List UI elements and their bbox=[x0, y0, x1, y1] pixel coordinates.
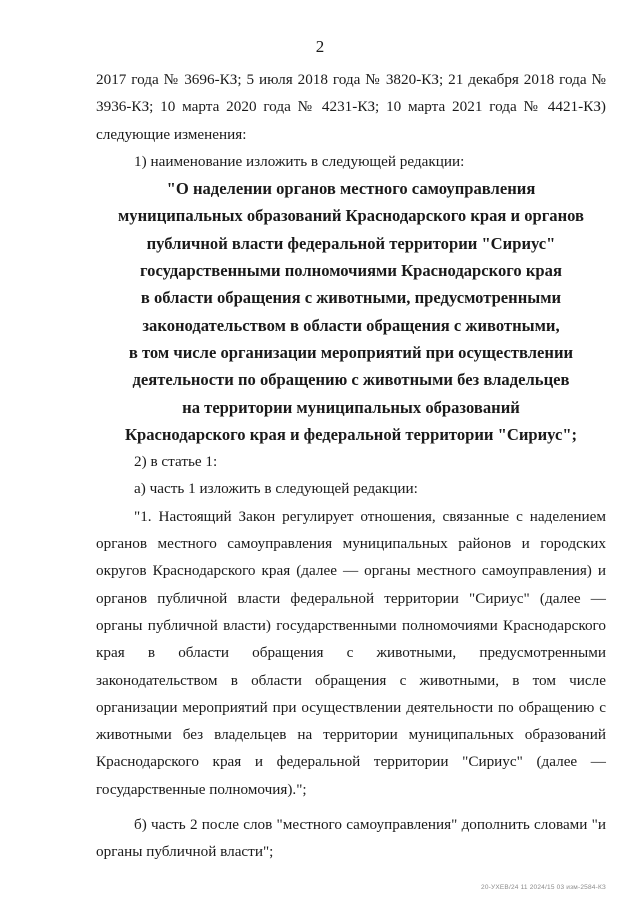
item-1: 1) наименование изложить в следующей редакции: bbox=[134, 152, 465, 170]
title-line: муниципальных образований Краснодарского края и органов bbox=[117, 206, 585, 226]
title-line: публичной власти федеральной территории "Сириус" bbox=[146, 233, 556, 253]
title-line: в том числе организации мероприятий при осуществлении bbox=[128, 342, 574, 362]
title-line: законодательством в области обращения с животными, bbox=[142, 315, 560, 335]
title-line: Краснодарского края и федеральной территории "Сириус"; bbox=[124, 424, 578, 444]
document-code: 20-УХЕВ/24 11 2024/15 03 изм-2584-КЗ bbox=[481, 884, 606, 891]
title-line: деятельности по обращению с животными без владельцев bbox=[132, 370, 570, 390]
document-body bbox=[96, 66, 606, 866]
law-title bbox=[96, 175, 606, 448]
article-part-1: "1. Настоящий Закон регулирует отношения, связанные с наделением органов местного самоуправления муниципальных районов и городских округов Краснодарского края (далее — органы местного самоуправления) и органов публичной власти федеральной территории "Сириус" (далее — органы публичной власти) государственными полномочиями Краснодарского края в области обращения с животными, предусмотренными законодательством в области обращения с животными, в том числе организации мероприятий при осуществлении деятельности по обращению с животными без владельцев на территории муниципальных образований Краснодарского края и федеральной территории "Сириус" (далее — государственные полномочия)."; bbox=[96, 507, 606, 798]
title-line: в области обращения с животными, предусмотренными bbox=[140, 288, 562, 308]
item-2: 2) в статье 1: bbox=[134, 453, 218, 471]
title-line: государственными полномочиями Краснодарского края bbox=[140, 261, 562, 281]
item-2a: а) часть 1 изложить в следующей редакции: bbox=[134, 480, 418, 498]
title-line: "О наделении органов местного самоуправления bbox=[166, 179, 536, 199]
intro-paragraph: 2017 года № 3696-КЗ; 5 июля 2018 года № 3820-КЗ; 21 декабря 2018 года № 3936-КЗ; 10 марта 2020 года № 4231-КЗ; 10 марта 2021 года № 4421-КЗ) следующие изменения: bbox=[96, 71, 606, 143]
page-number: 2 bbox=[315, 37, 325, 56]
item-2b: б) часть 2 после слов "местного самоуправления" дополнить словами "и органы публичной власти"; bbox=[96, 816, 606, 861]
title-line: на территории муниципальных образований bbox=[182, 397, 520, 417]
